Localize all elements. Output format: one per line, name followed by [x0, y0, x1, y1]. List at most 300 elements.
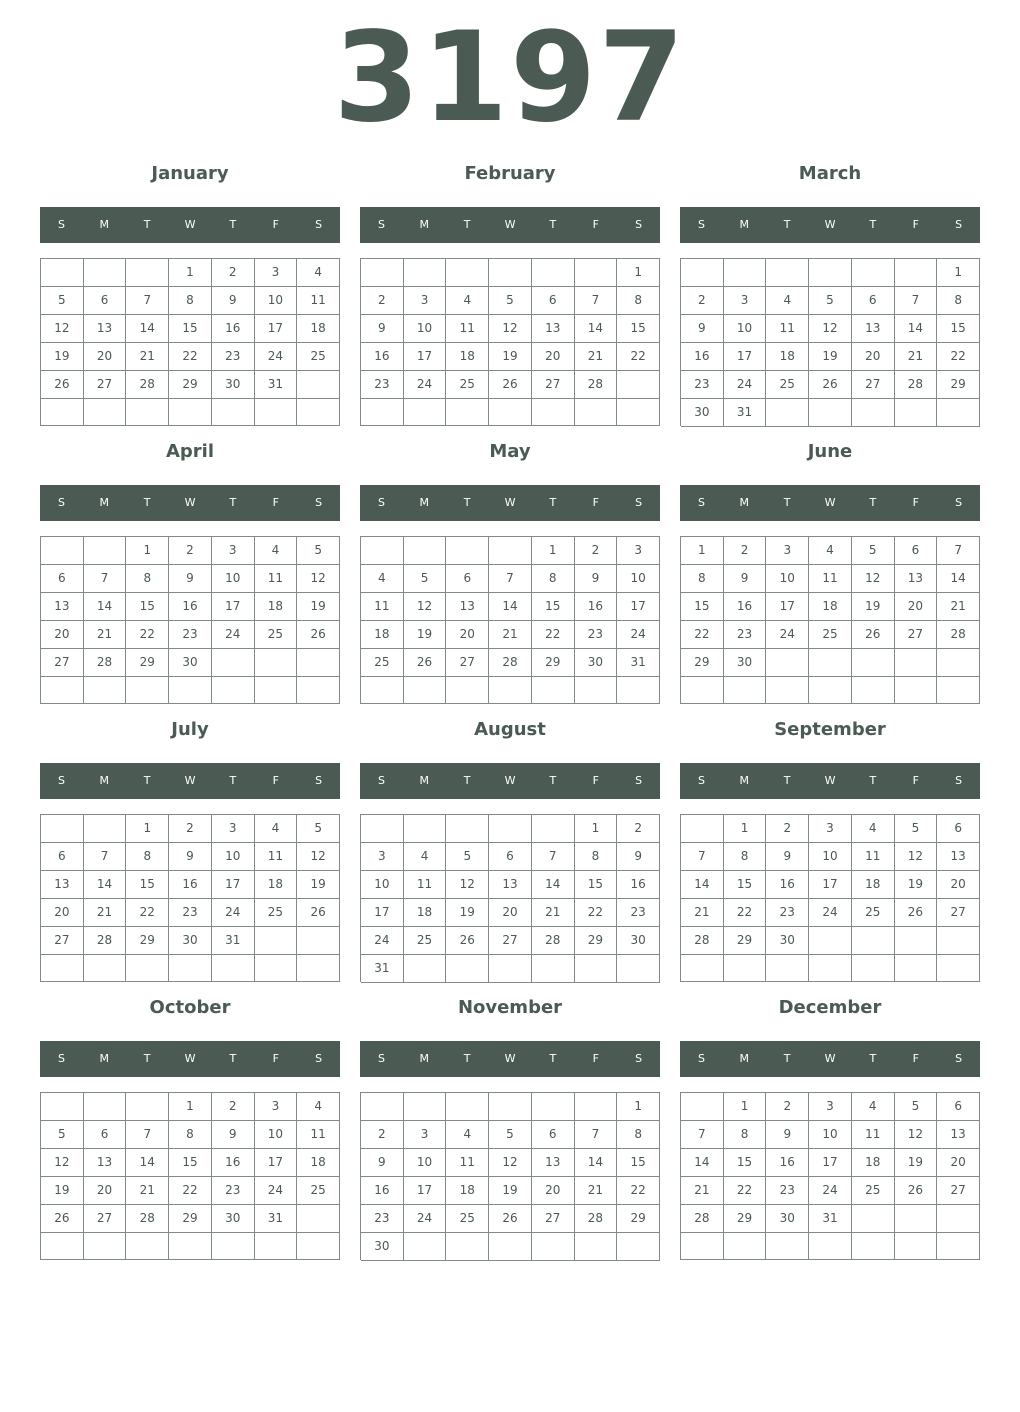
- day-cell: 22: [169, 1177, 212, 1205]
- day-cell: 21: [575, 343, 618, 371]
- weekday-label: S: [57, 496, 65, 509]
- empty-cell: [724, 955, 767, 982]
- weekday-label: T: [143, 218, 151, 231]
- day-cell: 28: [895, 371, 938, 399]
- day-cell: 14: [681, 1149, 724, 1177]
- day-cell: 1: [126, 537, 169, 565]
- day-cell: 18: [297, 315, 340, 343]
- empty-cell: [84, 537, 127, 565]
- empty-cell: [84, 259, 127, 287]
- weekday-label: S: [635, 774, 643, 787]
- weekday-label: T: [143, 774, 151, 787]
- empty-cell: [297, 1205, 340, 1233]
- empty-cell: [937, 399, 980, 427]
- day-cell: 18: [809, 593, 852, 621]
- day-grid: [40, 536, 340, 704]
- empty-cell: [766, 399, 809, 427]
- day-cell: 11: [809, 565, 852, 593]
- day-cell: 16: [212, 1149, 255, 1177]
- empty-cell: [489, 1093, 532, 1121]
- day-cell: 6: [84, 287, 127, 315]
- day-cell: 3: [766, 537, 809, 565]
- empty-cell: [41, 815, 84, 843]
- empty-cell: [212, 1233, 255, 1260]
- empty-cell: [852, 399, 895, 427]
- day-cell: 4: [255, 815, 298, 843]
- empty-cell: [617, 677, 660, 704]
- day-cell: 7: [681, 843, 724, 871]
- weekday-label: S: [697, 218, 705, 231]
- day-cell: 8: [617, 1121, 660, 1149]
- day-cell: 19: [297, 871, 340, 899]
- day-cell: 6: [489, 843, 532, 871]
- day-cell: 14: [681, 871, 724, 899]
- day-cell: 8: [681, 565, 724, 593]
- empty-cell: [617, 399, 660, 426]
- day-cell: 9: [361, 315, 404, 343]
- empty-cell: [724, 677, 767, 704]
- weekday-label: T: [549, 218, 557, 231]
- day-cell: 13: [489, 871, 532, 899]
- weekday-label: F: [272, 218, 279, 231]
- weekday-label: M: [739, 218, 750, 231]
- empty-cell: [766, 649, 809, 677]
- day-cell: 27: [895, 621, 938, 649]
- day-cell: 31: [617, 649, 660, 677]
- day-cell: 17: [404, 343, 447, 371]
- empty-cell: [681, 1233, 724, 1260]
- day-cell: 26: [895, 1177, 938, 1205]
- day-cell: 18: [446, 1177, 489, 1205]
- day-cell: 13: [84, 1149, 127, 1177]
- day-cell: 20: [489, 899, 532, 927]
- day-cell: 29: [169, 1205, 212, 1233]
- empty-cell: [297, 399, 340, 426]
- day-cell: 9: [361, 1149, 404, 1177]
- empty-cell: [766, 677, 809, 704]
- day-cell: 3: [255, 1093, 298, 1121]
- day-grid: [360, 258, 660, 426]
- day-cell: 4: [809, 537, 852, 565]
- weekday-label: S: [315, 218, 323, 231]
- weekday-label: S: [377, 218, 385, 231]
- day-cell: 4: [852, 815, 895, 843]
- weekday-label: T: [549, 496, 557, 509]
- day-cell: 5: [41, 1121, 84, 1149]
- day-cell: 13: [446, 593, 489, 621]
- day-cell: 17: [809, 871, 852, 899]
- day-grid: [40, 814, 340, 982]
- weekday-header: [680, 763, 980, 799]
- weekday-label: W: [824, 496, 836, 509]
- weekday-label: S: [377, 496, 385, 509]
- day-cell: 16: [169, 593, 212, 621]
- day-cell: 28: [84, 649, 127, 677]
- empty-cell: [895, 927, 938, 955]
- day-cell: 28: [489, 649, 532, 677]
- day-cell: 10: [255, 1121, 298, 1149]
- day-cell: 29: [681, 649, 724, 677]
- empty-cell: [41, 399, 84, 426]
- day-cell: 7: [937, 537, 980, 565]
- day-cell: 15: [617, 315, 660, 343]
- day-cell: 16: [617, 871, 660, 899]
- day-cell: 5: [41, 287, 84, 315]
- day-cell: 20: [937, 1149, 980, 1177]
- day-cell: 9: [724, 565, 767, 593]
- day-cell: 12: [41, 1149, 84, 1177]
- day-cell: 12: [895, 843, 938, 871]
- day-cell: 14: [575, 315, 618, 343]
- day-cell: 31: [361, 955, 404, 983]
- day-cell: 2: [681, 287, 724, 315]
- day-cell: 20: [532, 343, 575, 371]
- day-cell: 2: [361, 1121, 404, 1149]
- day-cell: 7: [489, 565, 532, 593]
- weekday-label: T: [549, 774, 557, 787]
- empty-cell: [575, 1233, 618, 1261]
- day-cell: 10: [809, 843, 852, 871]
- empty-cell: [361, 1093, 404, 1121]
- empty-cell: [255, 649, 298, 677]
- day-cell: 2: [766, 1093, 809, 1121]
- weekday-header: [40, 1041, 340, 1077]
- weekday-label: M: [739, 1052, 750, 1065]
- weekday-label: T: [783, 218, 791, 231]
- day-cell: 1: [681, 537, 724, 565]
- day-cell: 26: [489, 1205, 532, 1233]
- day-cell: 25: [766, 371, 809, 399]
- day-cell: 19: [895, 871, 938, 899]
- day-cell: 24: [255, 343, 298, 371]
- day-cell: 10: [724, 315, 767, 343]
- day-cell: 4: [297, 1093, 340, 1121]
- day-cell: 8: [937, 287, 980, 315]
- empty-cell: [41, 955, 84, 982]
- day-cell: 27: [446, 649, 489, 677]
- weekday-label: S: [697, 496, 705, 509]
- empty-cell: [895, 1205, 938, 1233]
- day-cell: 15: [937, 315, 980, 343]
- empty-cell: [255, 955, 298, 982]
- empty-cell: [212, 955, 255, 982]
- empty-cell: [809, 399, 852, 427]
- empty-cell: [297, 955, 340, 982]
- day-cell: 7: [84, 843, 127, 871]
- day-cell: 21: [489, 621, 532, 649]
- weekday-label: W: [504, 774, 516, 787]
- day-cell: 6: [895, 537, 938, 565]
- empty-cell: [681, 955, 724, 982]
- empty-cell: [169, 1233, 212, 1260]
- weekday-label: S: [57, 1052, 65, 1065]
- weekday-label: T: [229, 774, 237, 787]
- empty-cell: [297, 649, 340, 677]
- day-cell: 22: [126, 899, 169, 927]
- empty-cell: [41, 677, 84, 704]
- weekday-label: W: [504, 1052, 516, 1065]
- day-cell: 30: [766, 927, 809, 955]
- empty-cell: [809, 649, 852, 677]
- day-cell: 20: [532, 1177, 575, 1205]
- empty-cell: [84, 1233, 127, 1260]
- day-cell: 14: [126, 315, 169, 343]
- day-cell: 14: [126, 1149, 169, 1177]
- day-cell: 12: [404, 593, 447, 621]
- day-cell: 14: [84, 593, 127, 621]
- day-cell: 16: [361, 343, 404, 371]
- empty-cell: [41, 259, 84, 287]
- empty-cell: [446, 1093, 489, 1121]
- month-title: October: [149, 997, 231, 1018]
- day-cell: 11: [297, 287, 340, 315]
- day-cell: 4: [255, 537, 298, 565]
- day-cell: 1: [724, 1093, 767, 1121]
- empty-cell: [169, 955, 212, 982]
- day-grid: [40, 258, 340, 426]
- month-title: July: [171, 719, 209, 740]
- day-cell: 25: [809, 621, 852, 649]
- day-cell: 30: [169, 927, 212, 955]
- empty-cell: [84, 955, 127, 982]
- day-cell: 23: [766, 899, 809, 927]
- day-cell: 1: [937, 259, 980, 287]
- weekday-label: S: [955, 1052, 963, 1065]
- day-cell: 19: [41, 343, 84, 371]
- day-cell: 28: [681, 927, 724, 955]
- day-cell: 18: [255, 871, 298, 899]
- empty-cell: [41, 537, 84, 565]
- day-cell: 7: [84, 565, 127, 593]
- day-cell: 11: [446, 1149, 489, 1177]
- empty-cell: [41, 1233, 84, 1260]
- weekday-label: F: [272, 1052, 279, 1065]
- weekday-label: T: [229, 496, 237, 509]
- empty-cell: [532, 259, 575, 287]
- empty-cell: [489, 815, 532, 843]
- empty-cell: [681, 677, 724, 704]
- empty-cell: [404, 1093, 447, 1121]
- empty-cell: [895, 399, 938, 427]
- day-cell: 5: [895, 815, 938, 843]
- year-title: 3197: [333, 6, 687, 150]
- day-cell: 5: [297, 537, 340, 565]
- empty-cell: [809, 927, 852, 955]
- day-cell: 30: [766, 1205, 809, 1233]
- day-cell: 16: [212, 315, 255, 343]
- day-cell: 12: [41, 315, 84, 343]
- day-cell: 14: [532, 871, 575, 899]
- empty-cell: [895, 955, 938, 982]
- day-cell: 22: [169, 343, 212, 371]
- day-cell: 17: [617, 593, 660, 621]
- day-cell: 14: [575, 1149, 618, 1177]
- day-cell: 17: [809, 1149, 852, 1177]
- weekday-label: S: [635, 496, 643, 509]
- day-cell: 24: [724, 371, 767, 399]
- day-cell: 10: [809, 1121, 852, 1149]
- day-cell: 19: [809, 343, 852, 371]
- day-cell: 20: [937, 871, 980, 899]
- empty-cell: [724, 1233, 767, 1260]
- day-cell: 17: [404, 1177, 447, 1205]
- day-cell: 20: [41, 621, 84, 649]
- day-cell: 25: [446, 1205, 489, 1233]
- empty-cell: [809, 677, 852, 704]
- day-cell: 19: [489, 1177, 532, 1205]
- day-cell: 30: [169, 649, 212, 677]
- weekday-label: W: [824, 774, 836, 787]
- day-cell: 26: [297, 899, 340, 927]
- empty-cell: [681, 1093, 724, 1121]
- day-cell: 12: [809, 315, 852, 343]
- day-cell: 11: [361, 593, 404, 621]
- day-cell: 21: [84, 899, 127, 927]
- day-cell: 8: [532, 565, 575, 593]
- day-cell: 21: [681, 1177, 724, 1205]
- day-cell: 20: [84, 343, 127, 371]
- day-cell: 1: [617, 1093, 660, 1121]
- weekday-label: M: [99, 774, 110, 787]
- empty-cell: [255, 927, 298, 955]
- weekday-label: S: [315, 774, 323, 787]
- day-cell: 19: [297, 593, 340, 621]
- day-cell: 8: [724, 843, 767, 871]
- day-cell: 9: [212, 287, 255, 315]
- day-cell: 23: [575, 621, 618, 649]
- weekday-label: S: [377, 774, 385, 787]
- day-grid: [360, 536, 660, 704]
- weekday-label: T: [783, 1052, 791, 1065]
- day-cell: 21: [575, 1177, 618, 1205]
- day-cell: 23: [212, 343, 255, 371]
- month-title: May: [489, 441, 531, 462]
- day-grid: [680, 536, 980, 704]
- empty-cell: [532, 815, 575, 843]
- weekday-label: F: [272, 774, 279, 787]
- day-cell: 30: [617, 927, 660, 955]
- day-cell: 15: [724, 871, 767, 899]
- empty-cell: [575, 399, 618, 426]
- day-cell: 29: [126, 649, 169, 677]
- day-cell: 29: [724, 1205, 767, 1233]
- day-cell: 23: [212, 1177, 255, 1205]
- day-cell: 2: [212, 259, 255, 287]
- empty-cell: [255, 399, 298, 426]
- day-cell: 14: [84, 871, 127, 899]
- day-cell: 15: [724, 1149, 767, 1177]
- day-cell: 5: [489, 287, 532, 315]
- empty-cell: [297, 371, 340, 399]
- weekday-label: T: [783, 774, 791, 787]
- empty-cell: [41, 1093, 84, 1121]
- day-cell: 7: [532, 843, 575, 871]
- empty-cell: [489, 537, 532, 565]
- day-cell: 4: [297, 259, 340, 287]
- day-cell: 29: [532, 649, 575, 677]
- day-cell: 6: [41, 565, 84, 593]
- empty-cell: [852, 677, 895, 704]
- day-cell: 27: [937, 1177, 980, 1205]
- day-cell: 16: [724, 593, 767, 621]
- day-cell: 14: [895, 315, 938, 343]
- day-cell: 5: [852, 537, 895, 565]
- day-cell: 8: [617, 287, 660, 315]
- empty-cell: [489, 259, 532, 287]
- empty-cell: [532, 955, 575, 983]
- day-cell: 23: [169, 621, 212, 649]
- empty-cell: [446, 399, 489, 426]
- day-cell: 13: [41, 871, 84, 899]
- month-title: November: [457, 997, 563, 1018]
- day-cell: 17: [255, 315, 298, 343]
- day-cell: 24: [766, 621, 809, 649]
- weekday-label: T: [143, 496, 151, 509]
- day-cell: 26: [489, 371, 532, 399]
- weekday-label: M: [419, 218, 430, 231]
- day-cell: 23: [681, 371, 724, 399]
- day-cell: 15: [126, 871, 169, 899]
- day-cell: 6: [532, 287, 575, 315]
- weekday-label: T: [143, 1052, 151, 1065]
- day-cell: 31: [255, 371, 298, 399]
- day-cell: 24: [361, 927, 404, 955]
- day-cell: 25: [297, 1177, 340, 1205]
- weekday-label: M: [419, 1052, 430, 1065]
- day-cell: 4: [361, 565, 404, 593]
- weekday-label: M: [99, 1052, 110, 1065]
- day-cell: 19: [852, 593, 895, 621]
- empty-cell: [724, 259, 767, 287]
- day-cell: 8: [169, 287, 212, 315]
- day-cell: 17: [361, 899, 404, 927]
- weekday-label: T: [463, 1052, 471, 1065]
- weekday-header: [40, 763, 340, 799]
- day-cell: 4: [766, 287, 809, 315]
- day-cell: 15: [126, 593, 169, 621]
- weekday-label: S: [955, 774, 963, 787]
- day-cell: 2: [169, 815, 212, 843]
- day-cell: 8: [169, 1121, 212, 1149]
- empty-cell: [575, 259, 618, 287]
- weekday-header: [360, 485, 660, 521]
- day-cell: 16: [575, 593, 618, 621]
- day-cell: 13: [532, 1149, 575, 1177]
- day-cell: 9: [617, 843, 660, 871]
- empty-cell: [297, 1233, 340, 1260]
- weekday-header: [360, 207, 660, 243]
- empty-cell: [852, 927, 895, 955]
- day-cell: 5: [809, 287, 852, 315]
- empty-cell: [766, 955, 809, 982]
- day-cell: 22: [724, 1177, 767, 1205]
- empty-cell: [937, 927, 980, 955]
- day-cell: 20: [446, 621, 489, 649]
- empty-cell: [766, 1233, 809, 1260]
- empty-cell: [212, 649, 255, 677]
- empty-cell: [404, 677, 447, 704]
- day-cell: 25: [255, 621, 298, 649]
- empty-cell: [617, 1233, 660, 1261]
- day-cell: 2: [724, 537, 767, 565]
- day-cell: 12: [852, 565, 895, 593]
- day-cell: 27: [852, 371, 895, 399]
- weekday-label: T: [229, 218, 237, 231]
- day-cell: 18: [255, 593, 298, 621]
- day-cell: 3: [255, 259, 298, 287]
- day-cell: 26: [852, 621, 895, 649]
- empty-cell: [126, 399, 169, 426]
